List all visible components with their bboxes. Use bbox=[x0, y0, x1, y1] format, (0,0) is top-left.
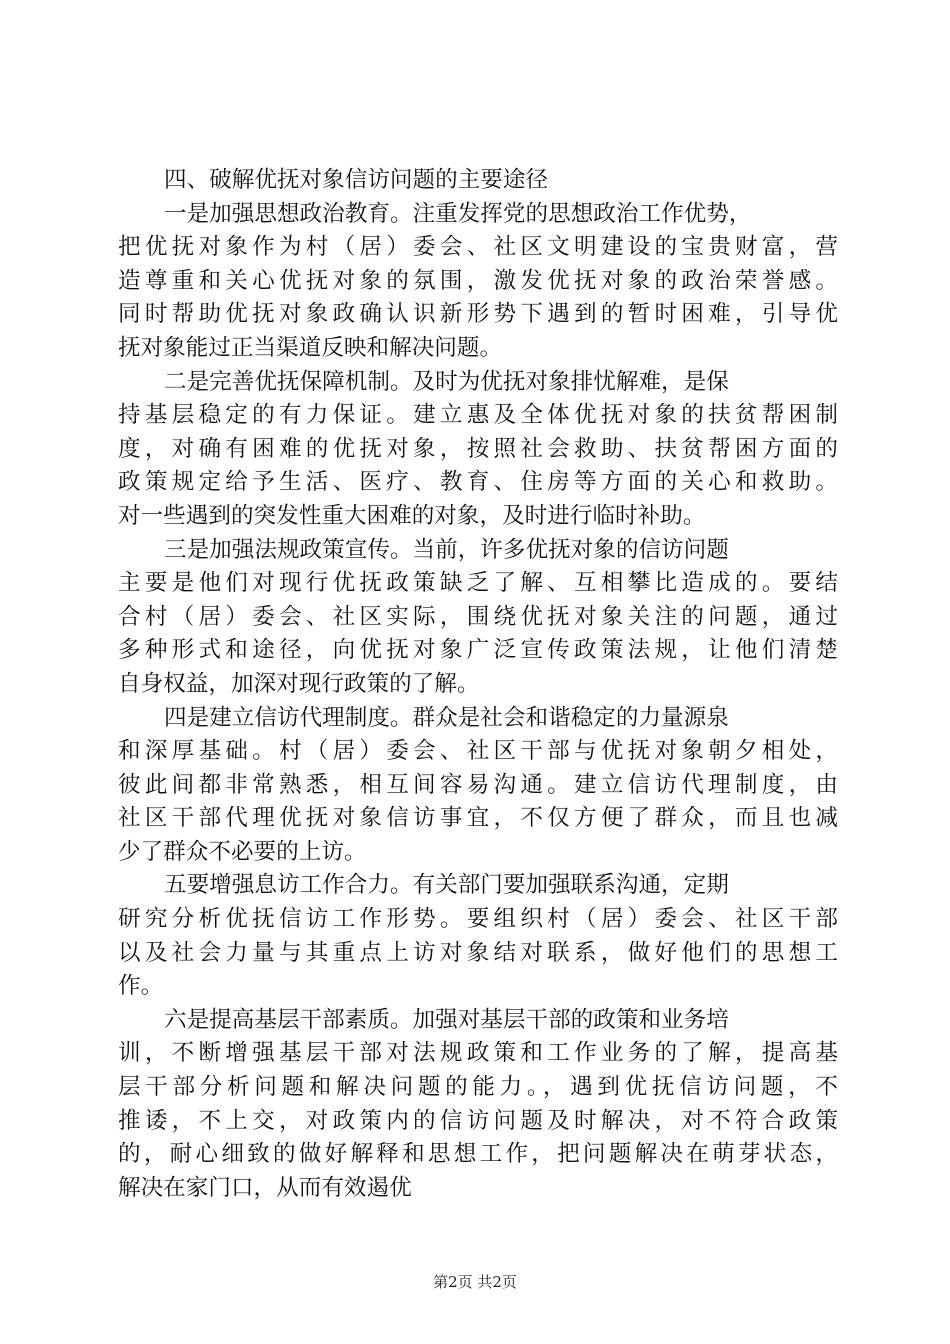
text-line: 六是提高基层干部素质。加强对基层干部的政策和业务培 bbox=[164, 1006, 729, 1033]
section-heading: 四、破解优抚对象信访问题的主要途径 bbox=[164, 167, 549, 193]
text-line: 三是加强法规政策宣传。当前，许多优抚对象的信访问题 bbox=[164, 536, 729, 563]
text-line: 主要是他们对现行优抚政策缺乏了解、互相攀比造成的。要结 bbox=[118, 570, 838, 597]
text-line: 和深厚基础。村（居）委会、社区干部与优抚对象朝夕相处， bbox=[118, 738, 838, 765]
text-line: 五要增强息访工作合力。有关部门要加强联系沟通，定期 bbox=[164, 872, 729, 899]
text-line: 把优抚对象作为村（居）委会、社区文明建设的宝贵财富，营 bbox=[118, 234, 838, 261]
text-line: 对一些遇到的突发性重大困难的对象，及时进行临时补助。 bbox=[118, 502, 706, 529]
text-line: 社区干部代理优抚对象信访事宜，不仅方便了群众，而且也减 bbox=[118, 805, 838, 832]
text-line: 二是完善优抚保障机制。及时为优抚对象排忧解难，是保 bbox=[164, 368, 729, 395]
text-line: 政策规定给予生活、医疗、教育、住房等方面的关心和救助。 bbox=[118, 469, 838, 496]
text-line: 四是建立信访代理制度。群众是社会和谐稳定的力量源泉 bbox=[164, 704, 729, 731]
text-line: 少了群众不必要的上访。 bbox=[118, 838, 367, 865]
text-line: 作。 bbox=[118, 973, 164, 1000]
text-line: 合村（居）委会、社区实际，围绕优抚对象关注的问题，通过 bbox=[118, 603, 838, 630]
text-line: 彼此间都非常熟悉，相互间容易沟通。建立信访代理制度，由 bbox=[118, 771, 838, 798]
text-line: 多种形式和途径，向优抚对象广泛宣传政策法规，让他们清楚 bbox=[118, 637, 838, 664]
text-line: 的，耐心细致的做好解释和思想工作，把问题解决在萌芽状态， bbox=[118, 1141, 838, 1168]
text-line: 推诿，不上交，对政策内的信访问题及时解决，对不符合政策 bbox=[118, 1107, 838, 1134]
text-line: 持基层稳定的有力保证。建立惠及全体优抚对象的扶贫帮困制 bbox=[118, 402, 838, 429]
text-line: 训，不断增强基层干部对法规政策和工作业务的了解，提高基 bbox=[118, 1040, 838, 1067]
text-line: 同时帮助优抚对象政确认识新形势下遇到的暂时困难，引导优 bbox=[118, 301, 838, 328]
text-line: 造尊重和关心优抚对象的氛围，激发优抚对象的政治荣誉感。 bbox=[118, 267, 838, 294]
document-body bbox=[118, 164, 838, 1205]
text-line: 研究分析优抚信访工作形势。要组织村（居）委会、社区干部 bbox=[118, 906, 838, 933]
page-number-footer: 第2页 共2页 bbox=[433, 1273, 517, 1291]
text-line: 以及社会力量与其重点上访对象结对联系，做好他们的思想工 bbox=[118, 939, 838, 966]
text-line: 度，对确有困难的优抚对象，按照社会救助、扶贫帮困方面的 bbox=[118, 435, 838, 462]
text-line: 层干部分析问题和解决问题的能力。，遇到优抚信访问题，不 bbox=[118, 1074, 838, 1101]
text-line: 抚对象能过正当渠道反映和解决问题。 bbox=[118, 334, 503, 361]
text-line: 一是加强思想政治教育。注重发挥党的思想政治工作优势， bbox=[164, 200, 752, 227]
text-line: 自身权益，加深对现行政策的了解。 bbox=[118, 670, 480, 697]
text-line: 解决在家门口，从而有效遏优 bbox=[118, 1174, 412, 1201]
